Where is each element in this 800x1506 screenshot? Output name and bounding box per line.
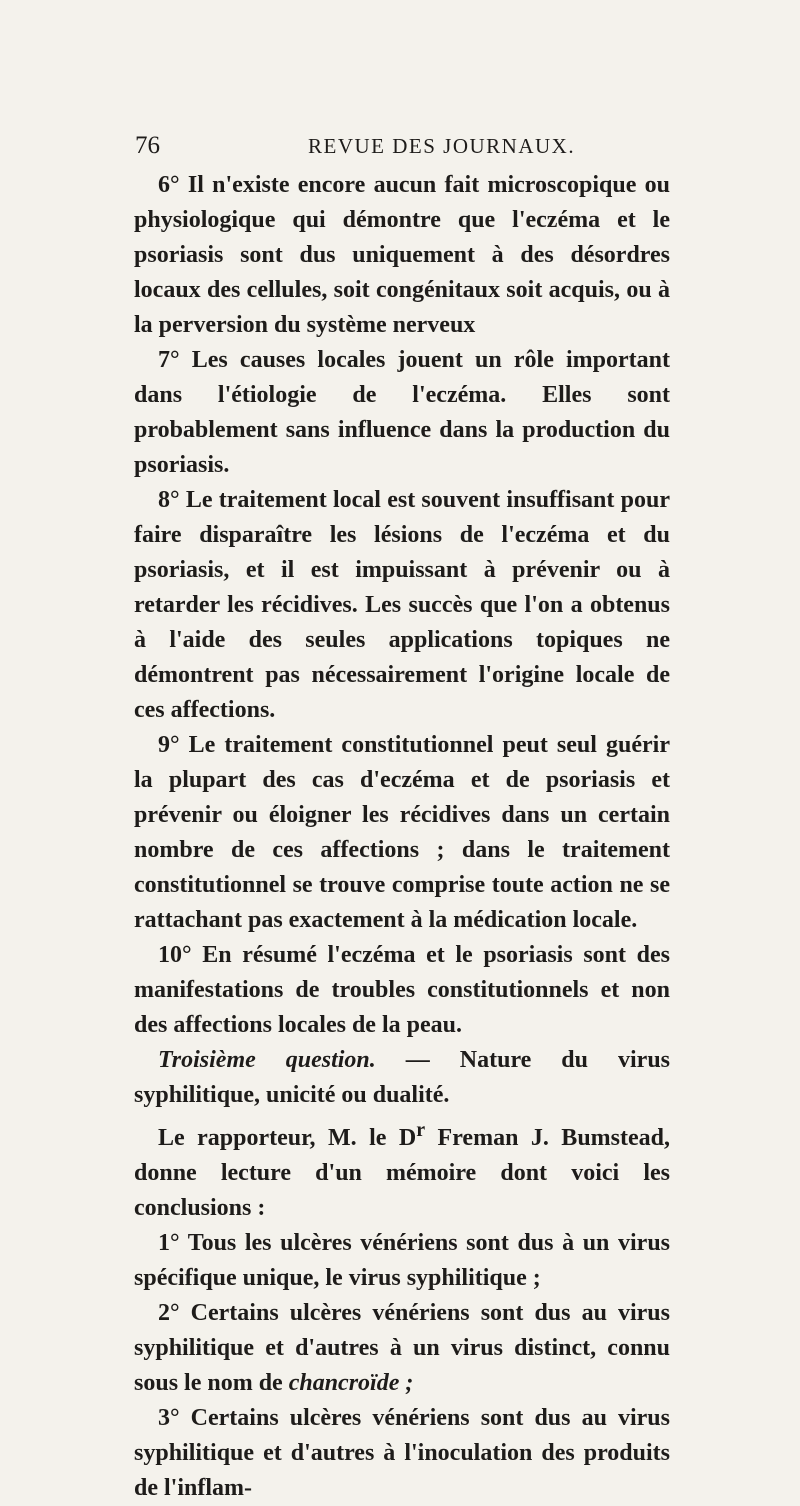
conclusion-1: 1° Tous les ulcères vénériens sont dus à un virus spécifique unique, le virus syphilitique ; (134, 1230, 670, 1291)
paragraph-10: 10° En résumé l'eczéma et le psoriasis sont des manifestations de troubles constitutionnels et non des affections locales de la peau. (134, 942, 670, 1038)
running-title: REVUE DES JOURNAUX. (308, 134, 576, 158)
paragraph-6: 6° Il n'existe encore aucun fait microscopique ou physiologique qui démontre que l'eczéma et le psoriasis sont dus uniquement à des désordres locaux des cellules, soit congénitaux soit acquis, ou à la perversion du système nerveux (134, 172, 670, 338)
rapporteur-before: Le rapporteur, M. le D (158, 1125, 417, 1151)
conclusion-2-text: 2° Certains ulcères vénériens sont dus au virus syphilitique et d'autres à un virus distinct, connu sous le nom de (134, 1300, 670, 1396)
conclusion-3: 3° Certains ulcères vénériens sont dus au virus syphilitique et d'autres à l'inoculation des produits de l'inflam- (134, 1405, 670, 1501)
paragraph-7: 7° Les causes locales jouent un rôle important dans l'étiologie de l'eczéma. Elles sont probablement sans influence dans la production du psoriasis. (134, 347, 670, 478)
doctor-superscript: r (416, 1119, 426, 1141)
body-text (134, 168, 670, 1506)
rapporteur-after: Freman J. Bumstead, donne lecture d'un mémoire dont voici les conclusions : (134, 1125, 670, 1221)
page-number: 76 (135, 132, 160, 159)
conclusion-2 (134, 1296, 670, 1401)
paragraph-9: 9° Le traitement constitutionnel peut seul guérir la plupart des cas d'eczéma et de psoriasis et prévenir ou éloigner les récidives dans un certain nombre de ces affections ; dans le traitement constitutionnel se trouve comprise toute action ne se rattachant pas exactement à la médication locale. (134, 732, 670, 933)
third-question-paragraph (134, 1043, 670, 1113)
rapporteur-paragraph (134, 1113, 670, 1226)
third-question-label: Troisième question. (158, 1047, 376, 1073)
conclusion-2-term: chancroïde ; (288, 1370, 414, 1396)
third-question-text: — Nature du virus syphilitique, unicité ou dualité. (134, 1047, 671, 1108)
paragraph-8: 8° Le traitement local est souvent insuffisant pour faire disparaître les lésions de l'eczéma et du psoriasis, et il est impuissant à prévenir ou à retarder les récidives. Les succès que l'on a obtenus à l'aide des seules applications topiques ne démontrent pas nécessairement l'origine locale de ces affections. (134, 487, 670, 723)
